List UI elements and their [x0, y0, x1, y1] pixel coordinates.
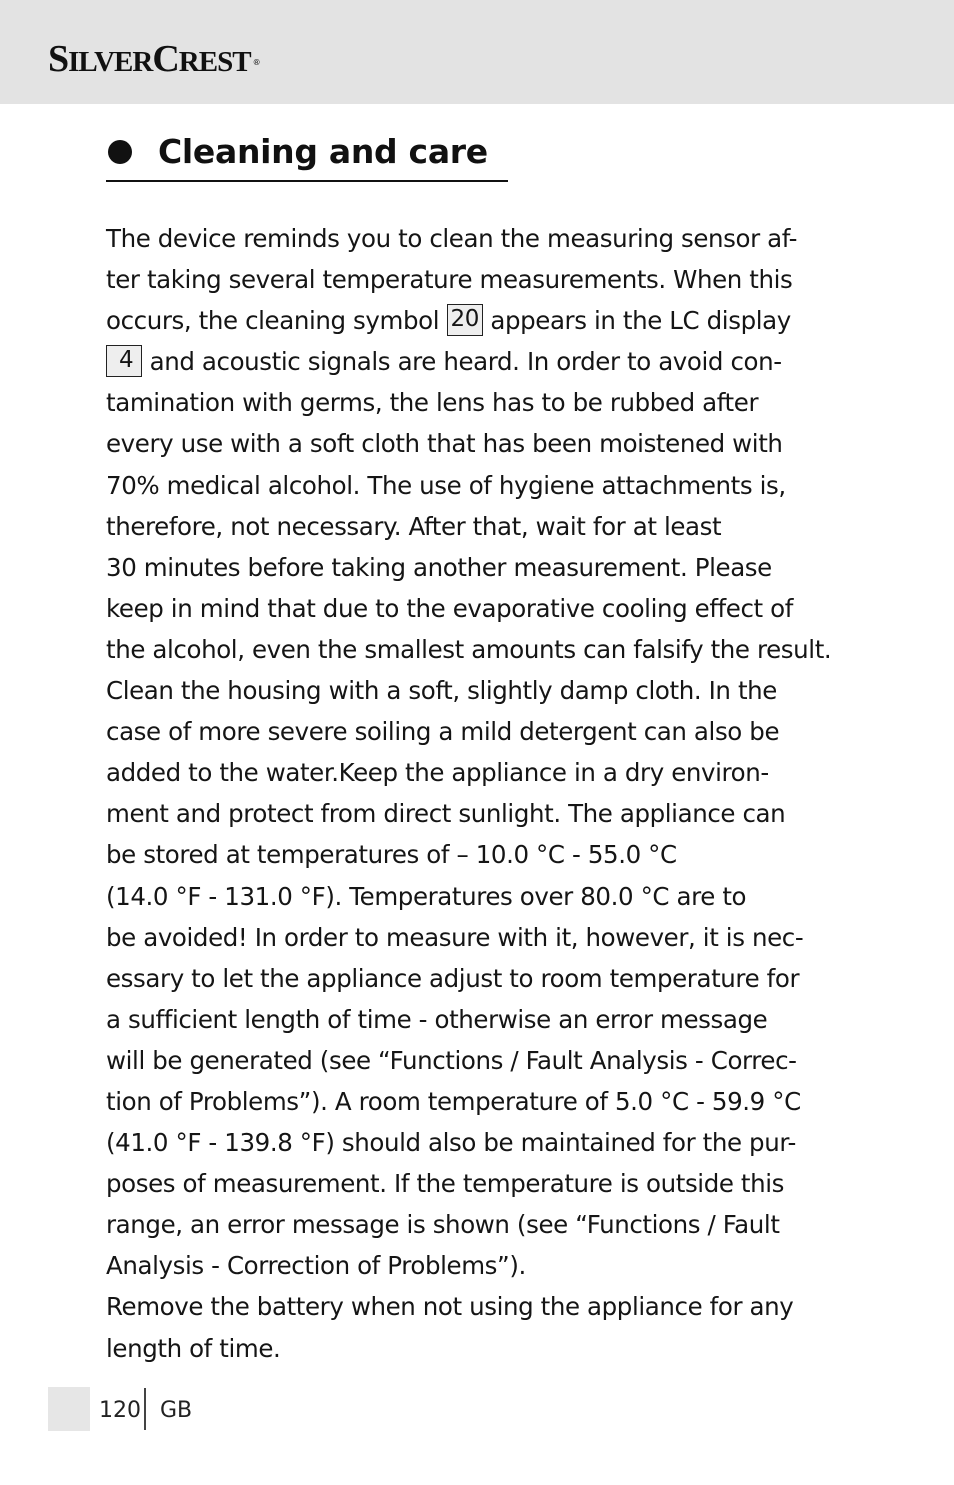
body-line-15: ment and protect from direct sunlight. The appliance can: [106, 799, 786, 829]
body-line-19: essary to let the appliance adjust to room temperature for: [106, 963, 800, 993]
body-line-23: (41.0 °F - 139.8 °F) should also be maintained for the pur-: [106, 1128, 796, 1158]
body-line-10: keep in mind that due to the evaporative cooling effect of: [106, 593, 793, 623]
reference-box-lc-display: 4: [106, 345, 142, 377]
section-heading: [106, 128, 508, 182]
body-paragraph: [106, 218, 866, 1369]
logo-letter-s: S: [48, 38, 69, 80]
language-code: GB: [160, 1398, 193, 1423]
brand-logo: [48, 40, 261, 81]
section-title: Cleaning and care: [158, 132, 488, 171]
body-line-8: therefore, not necessary. After that, wait for at least: [106, 511, 722, 541]
reference-box-cleaning-symbol: 20: [447, 304, 483, 336]
body-line-6: every use with a soft cloth that has been moistened with: [106, 429, 783, 459]
page-number: 120: [99, 1398, 141, 1423]
body-line-3: [106, 300, 866, 341]
body-line-7: 70% medical alcohol. The use of hygiene attachments is,: [106, 470, 786, 500]
body-line-27: Remove the battery when not using the appliance for any: [106, 1292, 794, 1322]
body-line-3-end: appears in the LC display: [482, 306, 791, 336]
logo-letter-c: C: [152, 38, 179, 80]
body-line-3-start: occurs, the cleaning symbol: [106, 306, 447, 336]
body-line-22: tion of Problems”). A room temperature of 5.0 °C - 59.9 °C: [106, 1086, 801, 1116]
body-line-9: 30 minutes before taking another measurement. Please: [106, 552, 772, 582]
body-line-1: The device reminds you to clean the measuring sensor af-: [106, 224, 798, 253]
body-line-25: range, an error message is shown (see “Functions / Fault: [106, 1210, 780, 1240]
bullet-icon: [108, 140, 132, 164]
body-line-28: length of time.: [106, 1333, 281, 1363]
logo-part-ilver: ILVER: [68, 46, 153, 78]
body-line-13: case of more severe soiling a mild detergent can also be: [106, 717, 780, 747]
logo-part-rest: REST: [178, 46, 251, 78]
body-line-4-end: and acoustic signals are heard. In order to avoid con-: [142, 347, 782, 377]
body-line-4: [106, 341, 866, 382]
body-line-24: poses of measurement. If the temperature is outside this: [106, 1169, 785, 1199]
body-line-26: Analysis - Correction of Problems”).: [106, 1251, 526, 1281]
body-line-18: be avoided! In order to measure with it, however, it is nec-: [106, 922, 804, 952]
body-line-21: will be generated (see “Functions / Fault Analysis - Correc-: [106, 1045, 797, 1075]
footer-divider: [144, 1388, 146, 1430]
body-line-14: added to the water.Keep the appliance in a dry environ-: [106, 758, 769, 788]
body-line-12: Clean the housing with a soft, slightly damp cloth. In the: [106, 676, 777, 706]
body-line-17: (14.0 °F - 131.0 °F). Temperatures over 80.0 °C are to: [106, 881, 747, 911]
registered-mark: ®: [252, 58, 261, 67]
footer-marker-box: [48, 1387, 90, 1431]
body-line-2: ter taking several temperature measurements. When this: [106, 265, 793, 295]
body-line-20: a sufficient length of time - otherwise an error message: [106, 1004, 768, 1034]
body-line-16: be stored at temperatures of – 10.0 °C - 55.0 °C: [106, 840, 677, 870]
body-line-5: tamination with germs, the lens has to be rubbed after: [106, 388, 759, 418]
body-line-11: the alcohol, even the smallest amounts can falsify the result.: [106, 634, 832, 664]
